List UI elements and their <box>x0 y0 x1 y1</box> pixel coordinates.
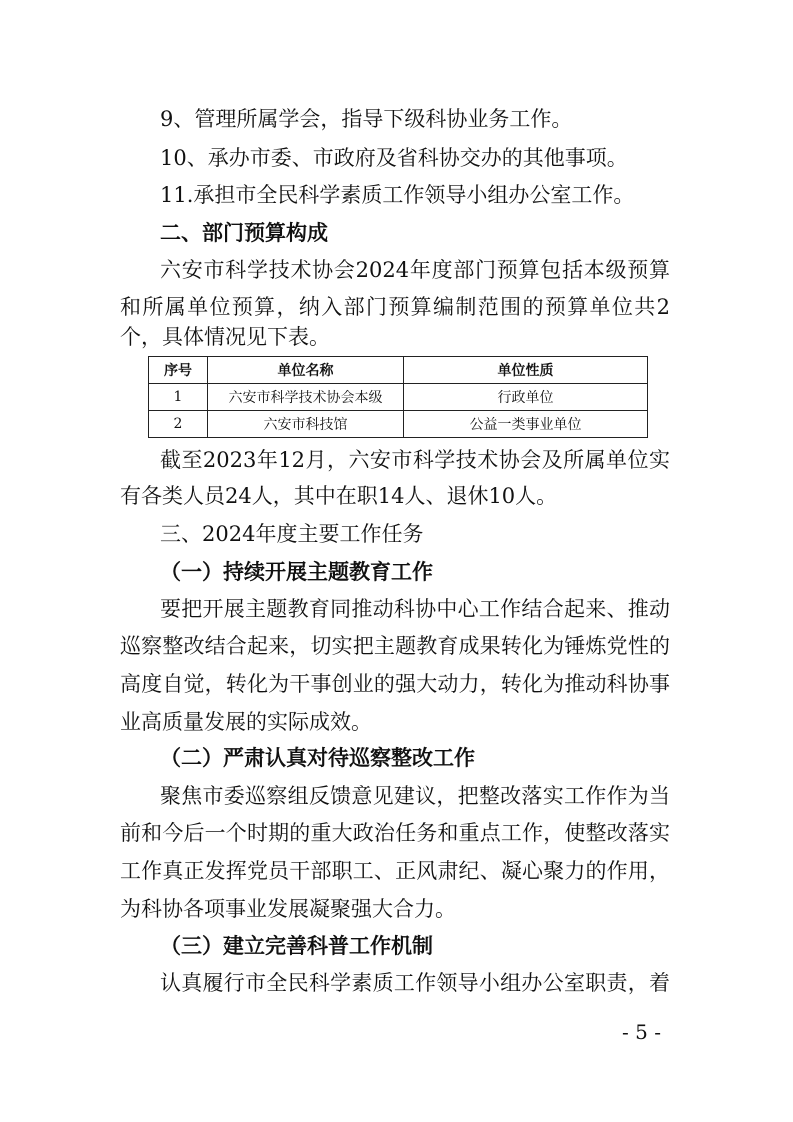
paragraph-line: 巡察整改结合起来，切实把主题教育成果转化为锤炼党性的 <box>120 634 670 658</box>
table-header-cell: 单位性质 <box>404 357 648 384</box>
table-header-cell: 单位名称 <box>208 357 404 384</box>
paragraph-line: 有各类人员24人，其中在职14人、退休10人。 <box>120 484 558 508</box>
unit-table <box>148 356 648 438</box>
paragraph-line: 认真履行市全民科学素质工作领导小组办公室职责，着 <box>160 971 670 995</box>
table-cell: 1 <box>149 384 208 411</box>
table-cell: 六安市科技馆 <box>208 411 404 438</box>
table-cell: 行政单位 <box>404 384 648 411</box>
section-heading-2: 二、部门预算构成 <box>160 221 328 245</box>
paragraph-line: 截至2023年12月，六安市科学技术协会及所属单位实 <box>160 448 670 472</box>
paragraph-line: 和所属单位预算，纳入部门预算编制范围的预算单位共2 <box>120 295 670 319</box>
list-item-9: 9、管理所属学会，指导下级科协业务工作。 <box>160 107 573 131</box>
paragraph-line: 工作真正发挥党员干部职工、正风肃纪、凝心聚力的作用， <box>120 859 670 883</box>
table-header-row <box>149 357 648 384</box>
list-item-11: 11.承担市全民科学素质工作领导小组办公室工作。 <box>160 183 635 207</box>
paragraph-line: 业高质量发展的实际成效。 <box>120 710 372 734</box>
subsection-heading-3: （三）建立完善科普工作机制 <box>160 934 433 958</box>
paragraph-line: 为科协各项事业发展凝聚强大合力。 <box>120 897 456 921</box>
table-cell: 公益一类事业单位 <box>404 411 648 438</box>
paragraph-line: 个，具体情况见下表。 <box>120 325 330 349</box>
paragraph-line: 前和今后一个时期的重大政治任务和重点工作，使整改落实 <box>120 821 670 845</box>
section-heading-3: 三、2024年度主要工作任务 <box>160 522 424 546</box>
subsection-heading-2: （二）严肃认真对待巡察整改工作 <box>160 746 475 770</box>
paragraph-line: 要把开展主题教育同推动科协中心工作结合起来、推动 <box>160 597 670 621</box>
table-row <box>149 411 648 438</box>
page-number: - 5 - <box>622 1020 661 1044</box>
table-header-cell: 序号 <box>149 357 208 384</box>
paragraph-line: 高度自觉，转化为干事创业的强大动力，转化为推动科协事 <box>120 672 670 696</box>
subsection-heading-1: （一）持续开展主题教育工作 <box>160 560 433 584</box>
paragraph-line: 六安市科学技术协会2024年度部门预算包括本级预算 <box>160 258 670 282</box>
list-item-10: 10、承办市委、市政府及省科协交办的其他事项。 <box>160 146 628 170</box>
table-cell: 2 <box>149 411 208 438</box>
table-cell: 六安市科学技术协会本级 <box>208 384 404 411</box>
paragraph-line: 聚焦市委巡察组反馈意见建议，把整改落实工作作为当 <box>160 784 670 808</box>
table-row <box>149 384 648 411</box>
